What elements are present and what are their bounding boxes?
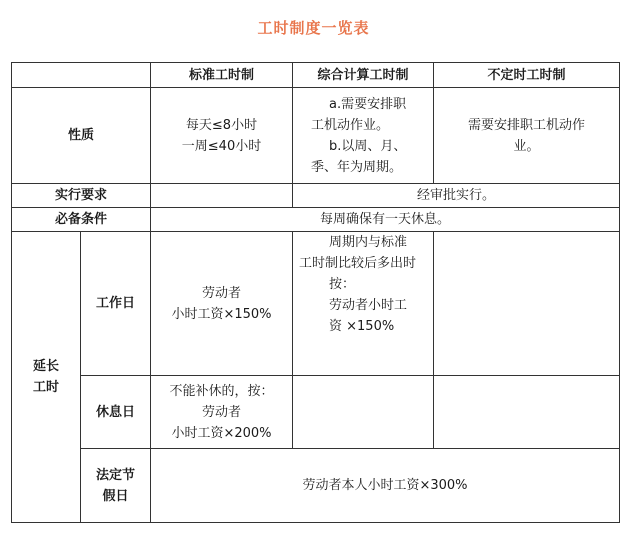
header-comprehensive: 综合计算工时制	[293, 63, 434, 88]
row-label-condition: 必备条件	[12, 208, 151, 232]
nature-flexible-line2: 业。	[513, 138, 540, 154]
restday-standard-line3: 小时工资×200%	[171, 425, 272, 441]
workday-flexible-cell	[434, 232, 620, 376]
nature-comprehensive-line1: a.需要安排职	[329, 96, 407, 112]
table-row-nature	[12, 88, 620, 184]
condition-text: 每周确保有一天休息。	[151, 208, 620, 232]
restday-standard-cell	[151, 376, 293, 449]
nature-standard-line2: 一周≤40小时	[181, 138, 262, 154]
workday-standard-line2: 小时工资×150%	[171, 306, 272, 322]
holiday-label-line1: 法定节	[95, 467, 135, 483]
restday-standard-line1: 不能补休的，按：	[169, 383, 274, 399]
row-label-restday: 休息日	[81, 376, 151, 449]
table-row-requirement	[12, 184, 620, 208]
nature-flexible-cell	[434, 88, 620, 184]
restday-standard-line2: 劳动者	[201, 404, 241, 420]
nature-comprehensive-line2: 工机动作业。	[311, 117, 390, 133]
nature-comprehensive-cell	[293, 88, 434, 184]
table-row-restday	[12, 376, 620, 449]
workday-comprehensive-line1: 周期内与标准	[329, 235, 408, 250]
requirement-text: 经审批实行。	[293, 184, 620, 208]
holiday-text: 劳动者本人小时工资×300%	[151, 449, 620, 523]
workday-comprehensive-line4: 劳动者小时工	[329, 298, 408, 313]
row-label-workday: 工作日	[81, 232, 151, 376]
overtime-label-line2: 工时	[32, 380, 59, 395]
table-row-workday	[12, 232, 620, 376]
workday-comprehensive-line3: 按：	[329, 277, 356, 292]
row-label-nature: 性质	[12, 88, 151, 184]
table-header-row	[12, 63, 620, 88]
nature-standard-cell	[151, 88, 293, 184]
table-row-condition	[12, 208, 620, 232]
restday-flexible-cell	[434, 376, 620, 449]
header-standard: 标准工时制	[151, 63, 293, 88]
nature-comprehensive-line3: b.以周、月、	[329, 138, 407, 154]
restday-comprehensive-cell	[293, 376, 434, 449]
header-flexible: 不定时工时制	[434, 63, 620, 88]
nature-comprehensive-line4: 季、年为周期。	[311, 159, 403, 175]
overtime-label-line1: 延长	[32, 359, 59, 374]
row-label-overtime	[12, 232, 81, 523]
workday-comprehensive-cell	[293, 232, 434, 376]
holiday-label-line2: 假日	[102, 488, 129, 504]
nature-flexible-line1: 需要安排职工机动作	[467, 117, 585, 133]
page-title: 工时制度一览表	[257, 19, 370, 37]
workday-comprehensive-line5: 资 ×150%	[329, 319, 395, 334]
row-label-requirement: 实行要求	[12, 184, 151, 208]
workday-comprehensive-line2: 工时制比较后多出时	[299, 256, 417, 271]
header-empty-cell	[12, 63, 151, 88]
work-hours-table	[11, 62, 620, 523]
table-row-holiday	[12, 449, 620, 523]
workday-standard-cell	[151, 232, 293, 376]
nature-standard-line1: 每天≤8小时	[185, 117, 258, 133]
row-label-holiday	[81, 449, 151, 523]
workday-standard-line1: 劳动者	[201, 285, 241, 301]
requirement-standard-cell	[151, 184, 293, 208]
